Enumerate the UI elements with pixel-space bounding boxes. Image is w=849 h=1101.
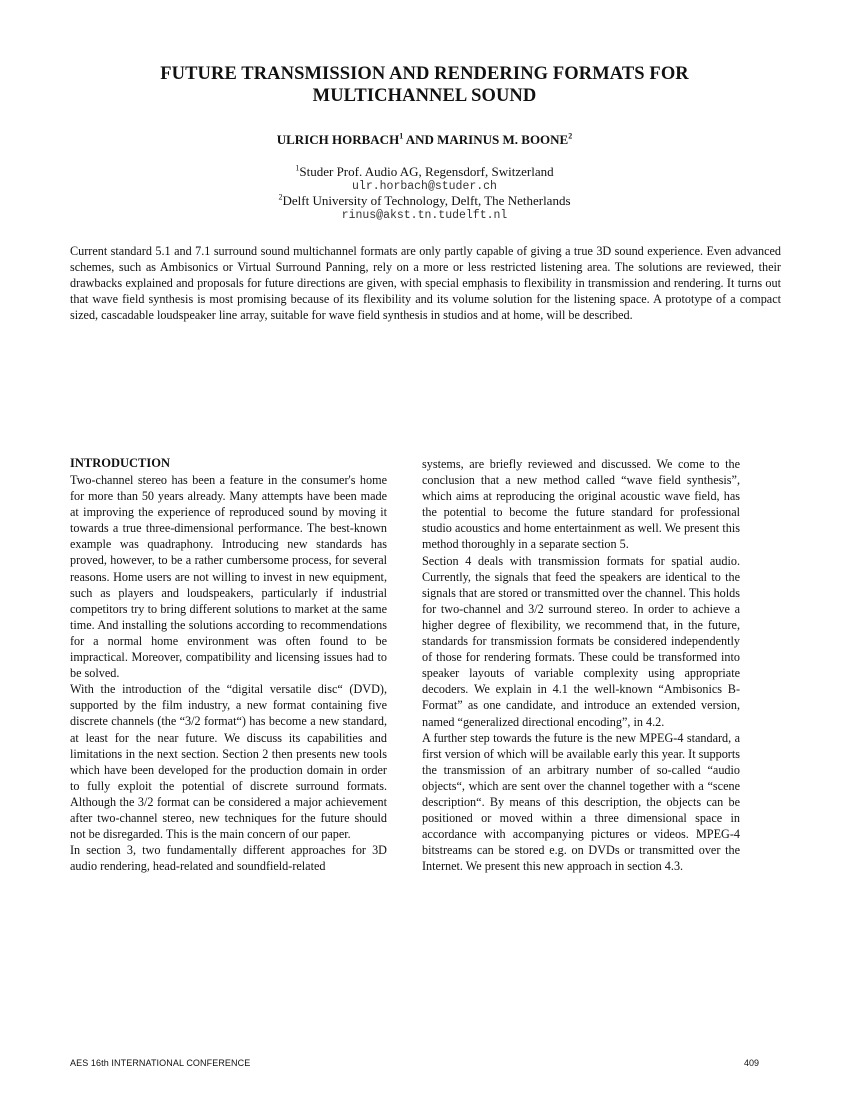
paragraph: Section 4 deals with transmission formats for spatial audio. Currently, the signals that feed the speakers are identical to the signals that are stored or transmitted over the channel. This holds for two-channel and 3/2 surround stereo. In order to achieve a higher degree of flexibility, we recommend that, in the future, standards for transmission formats be considered independently of those for rendering formats. These could be transformed into speaker layouts of variable complexity using appropriate decoders. We explain in 4.1 the well-known “Ambisonics B-Format” as one candidate, and introduce an extended version, named “generalized directional encoding”, in 4.2. — [422, 553, 740, 729]
author-conjunction: AND — [403, 132, 438, 147]
author-1-superscript: 1 — [399, 131, 404, 141]
paragraph: A further step towards the future is the new MPEG-4 standard, a first version of which will be available early this year. It supports the transmission of an arbitrary number of so-called “audio objects“, which are sent over the channel together with a “scene description“. By means of this description, the objects can be positioned or moved within a three dimensional space in accordance with accompanying pictures or videos. MPEG-4 bitstreams can be stored e.g. on DVDs or transmitted over the Internet. We present this new approach in section 4.3. — [422, 730, 740, 874]
affiliation-2 — [60, 193, 789, 209]
footer-conference-name: AES 16th INTERNATIONAL CONFERENCE — [70, 1058, 251, 1068]
author-2-name: MARINUS M. BOONE — [437, 132, 569, 147]
paragraph: Two-channel stereo has been a feature in the consumer's home for more than 50 years already. Many attempts have been made at improving the experience of reproduced sound by moving it towards a true three-dimensional performance. The best-known example was quadraphony. Introducing new standards has proved, however, to be a rather cumbersome process, for several reasons. Home users are not willing to invest in new equipment, such as players and loudspeakers, particularly if industrial competitors try to bring different solutions to market at the same time. And installing the solutions according to recommendations for a normal home environment was often found to be impractical. Moreover, compatibility and licensing issues had to be solved. — [70, 473, 387, 681]
paragraph: In section 3, two fundamentally different approaches for 3D audio rendering, head-related and soundfield-related — [70, 843, 387, 874]
paragraph: With the introduction of the “digital versatile disc“ (DVD), supported by the film industry, a new format containing five discrete channels (the “3/2 format“) has become a new standard, at least for the near future. We discuss its capabilities and limitations in the next section. Section 2 then presents new tools which have been developed for the production domain in order to fully exploit the potential of discrete surround formats. Although the 3/2 format can be considered a major achievement after two-channel stereo, new techniques for the future should not be disregarded. This is the main concern of our paper. — [70, 682, 387, 842]
section-heading-introduction: INTRODUCTION — [70, 456, 171, 470]
abstract: Current standard 5.1 and 7.1 surround sound multichannel formats are only partly capable of giving a true 3D sound experience. Even advanced schemes, such as Ambisonics or Virtual Surround Panning, rely on a more or less restricted listening area. The solutions are reviewed, their drawbacks explained and proposals for future directions are given, with special emphasis to flexibility in transmission and rendering. It turns out that wave field synthesis is most promising because of its flexibility and its volume solution for the listening space. A prototype of a compact sized, cascadable loudspeaker line array, suitable for wave field synthesis in studios and at home, will be described. — [70, 244, 781, 323]
affiliation-2-email: rinus@akst.tn.tudelft.nl — [341, 209, 508, 222]
right-column — [422, 456, 740, 874]
author-line — [60, 132, 789, 148]
affiliation-1-name: Studer Prof. Audio AG, Regensdorf, Switzerland — [299, 164, 554, 179]
title-line-2: MULTICHANNEL SOUND — [312, 86, 537, 106]
title-line-1: FUTURE TRANSMISSION AND RENDERING FORMATS FOR — [160, 64, 689, 84]
author-1-name: ULRICH HORBACH — [276, 132, 400, 147]
footer-page-number: 409 — [744, 1058, 760, 1068]
affiliation-2-superscript: 2 — [278, 192, 283, 202]
author-2-superscript: 2 — [568, 131, 573, 141]
affiliation-2-name: Delft University of Technology, Delft, The Netherlands — [282, 193, 571, 208]
paragraph: systems, are briefly reviewed and discussed. We come to the conclusion that a new method called “wave field synthesis”, which aims at reproducing the original acoustic wave field, has the potential to become the future standard for professional studio acoustics and home entertainment as well. We present this method thoroughly in a separate section 5. — [422, 457, 740, 552]
affiliation-1-email: ulr.horbach@studer.ch — [352, 180, 497, 193]
left-column — [70, 455, 387, 874]
paper-title — [60, 63, 789, 107]
affiliation-1 — [60, 164, 789, 180]
affiliation-1-superscript: 1 — [295, 163, 300, 173]
